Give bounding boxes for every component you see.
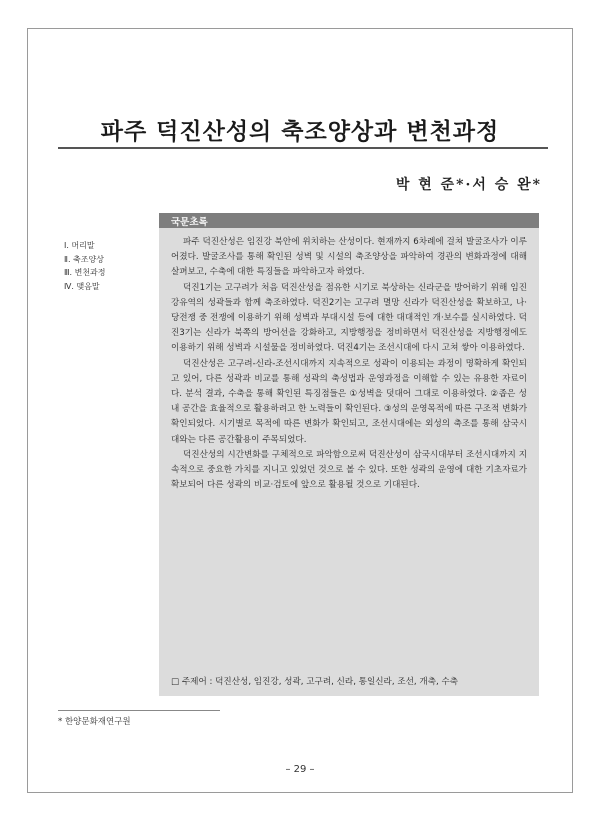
abstract-box [159,213,539,696]
title-rule [58,147,548,149]
abstract-header [159,213,539,228]
footnote-rule [58,710,220,711]
toc-item: Ⅰ. 머리말 [64,241,95,250]
abstract-paragraph: 덕진1기는 고구려가 처음 덕진산성을 점유한 시기로 북상하는 신라군을 방어하기 위해 임진강유역의 성곽들과 함께 축조하였다. 덕진2기는 고구려 멸망 신라가 덕진산성을 확보하고, 나·당전쟁 중 전쟁에 이용하기 위해 성벽과 부대시설 등에 대한 대대적인 개·보수를 실시하였다. 덕진3기는 신라가 북쪽의 방어선을 강화하고, 지방행정을 정비하면서 덕진산성을 지방행정에도 이용하기 위해 성벽과 시설물을 정비하였다. 덕진4기는 조선시대에 다시 고쳐 쌓아 이용하였다. [171,282,527,354]
abstract-paragraph: 덕진산성은 고구려-신라-조선시대까지 지속적으로 성곽이 이용되는 과정이 명확하게 확인되고 있어, 다른 성곽과 비교를 통해 성곽의 축성법과 운영과정을 이해할 수 있는 유용한 자료이다. 분석 결과, 수축을 통해 확인된 특징점들은 ①성벽을 덧대어 그대로 이용하였다. ②좁은 성 내 공간을 효율적으로 활용하려고 한 노력들이 확인된다. ③성의 운영목적에 따른 구조적 변화가 확인되었다. 시기별로 목적에 따른 변화가 확인되고, 조선시대에는 외성의 축조를 통해 삼국시대와는 다른 공간활용이 주목되었다. [171,358,527,445]
abstract-body [171,235,527,493]
keywords: □ 주제어 : 덕진산성, 임진강, 성곽, 고구려, 신라, 통일신라, 조선, 개축, 수축 [171,677,459,687]
footnote: * 한양문화재연구원 [58,717,131,727]
abstract-paragraph: 덕진산성의 시간변화를 구체적으로 파악함으로써 덕진산성이 삼국시대부터 조선시대까지 지속적으로 중요한 가치를 지니고 있었던 것으로 볼 수 있다. 또한 성곽의 운영에 대한 기초자료가 확보되어 다른 성곽의 비교·검토에 앞으로 활용될 것으로 기대된다. [171,449,527,491]
toc-item: Ⅲ. 변천과정 [64,268,106,277]
page-number: – 29 – [285,764,315,775]
abstract-paragraph: 파주 덕진산성은 임진강 북안에 위치하는 산성이다. 현재까지 6차례에 걸쳐 발굴조사가 이루어졌다. 발굴조사를 통해 확인된 성벽 및 시설의 축조양상을 파악하여 경관의 변화과정에 대해 살펴보고, 수축에 대한 특징들을 파악하고자 하였다. [171,237,527,278]
toc-item: Ⅱ. 축조양상 [64,254,104,264]
toc-item: Ⅳ. 맺음말 [64,281,100,291]
authors: 박 현 준*·서 승 완* [395,177,542,193]
abstract-heading: 국문초록 [171,217,208,228]
table-of-contents [64,239,106,293]
paper-title: 파주 덕진산성의 축조양상과 변천과정 [100,118,500,145]
